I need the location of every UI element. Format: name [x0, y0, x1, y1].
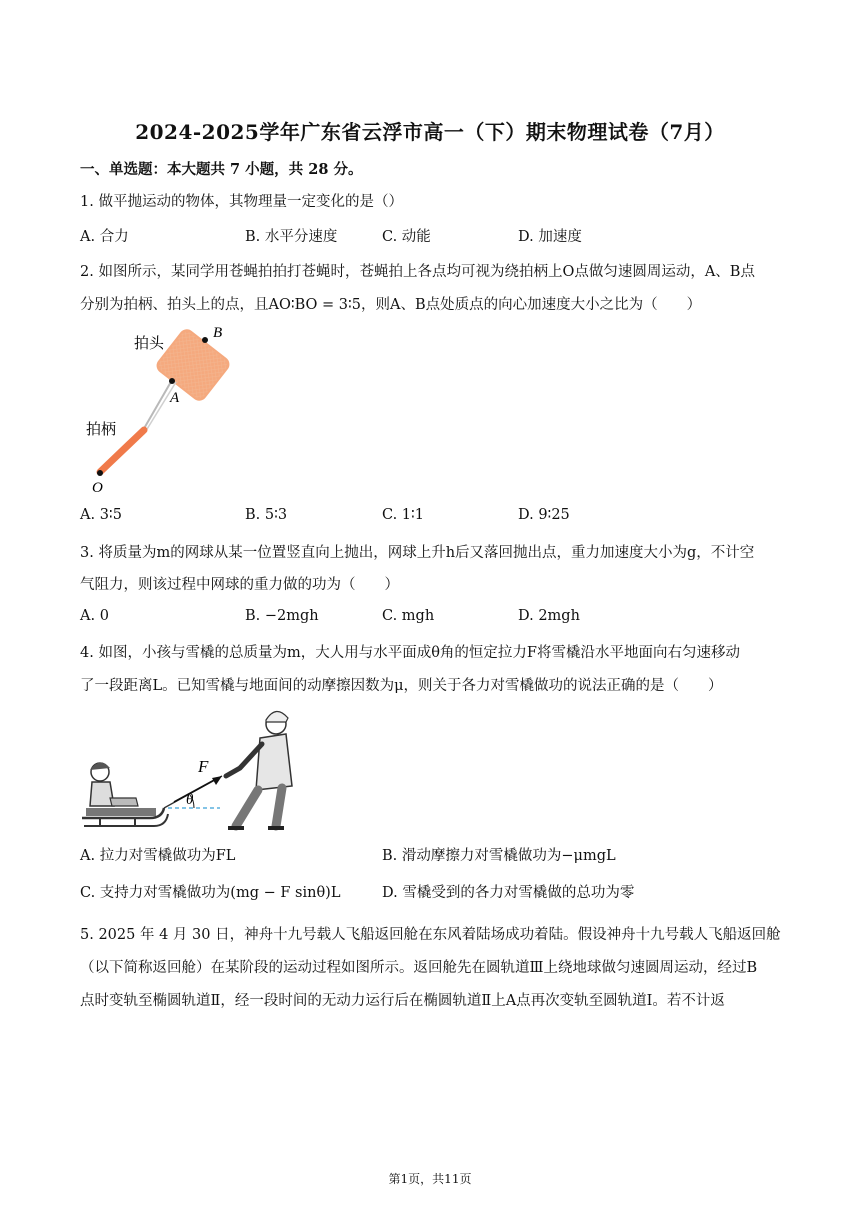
q3-option-b[interactable]: B. −2mgh: [245, 608, 319, 624]
exam-title: 2024-2025学年广东省云浮市高一（下）期末物理试卷（7月）: [135, 120, 725, 144]
figure-label-b: B: [213, 325, 223, 341]
sled-figure: [80, 702, 300, 834]
q3-option-a[interactable]: A. 0: [80, 608, 109, 624]
figure-label-a: A: [170, 390, 180, 406]
q4-stem-line2: 了一段距离L。已知雪橇与地面间的动摩擦因数为μ，则关于各力对雪橇做功的说法正确的是（ ）: [80, 678, 723, 694]
flyswatter-figure: [80, 320, 250, 500]
q1-stem: 1. 做平抛运动的物体，其物理量一定变化的是（）: [80, 194, 403, 210]
section-heading: 一、单选题：本大题共 7 小题，共 28 分。: [80, 161, 363, 178]
q5-stem-line3: 点时变轨至椭圆轨道Ⅱ，经一段时间的无动力运行后在椭圆轨道Ⅱ上A点再次变轨至圆轨道Ⅰ。若不计返: [80, 993, 725, 1009]
figure-label-o: O: [92, 480, 103, 496]
page-footer: 第1页，共11页: [388, 1172, 472, 1186]
q1-option-d[interactable]: D. 加速度: [518, 229, 582, 245]
q2-stem-line1: 2. 如图所示，某同学用苍蝇拍拍打苍蝇时，苍蝇拍上各点均可视为绕拍柄上O点做匀速圆周运动，A、B点: [80, 264, 755, 280]
q3-option-c[interactable]: C. mgh: [382, 608, 435, 624]
angle-label: θ: [186, 792, 194, 808]
q4-option-b[interactable]: B. 滑动摩擦力对雪橇做功为−μmgL: [382, 848, 616, 864]
q4-stem-line1: 4. 如图，小孩与雪橇的总质量为m，大人用与水平面成θ角的恒定拉力F将雪橇沿水平地面向右匀速移动: [80, 645, 740, 661]
q5-stem-line2: （以下简称返回舱）在某阶段的运动过程如图所示。返回舱先在圆轨道Ⅲ上绕地球做匀速圆周运动，经过B: [80, 960, 758, 976]
q4-option-a[interactable]: A. 拉力对雪橇做功为FL: [80, 848, 236, 864]
q3-stem-line1: 3. 将质量为m的网球从某一位置竖直向上抛出，网球上升h后又落回抛出点，重力加速度大小为g，不计空: [80, 545, 755, 561]
q4-option-d[interactable]: D. 雪橇受到的各力对雪橇做的总功为零: [382, 885, 635, 901]
q1-option-c[interactable]: C. 动能: [382, 229, 431, 245]
q3-stem-line2: 气阻力，则该过程中网球的重力做的功为（ ）: [80, 577, 399, 593]
q2-stem-line2: 分别为拍柄、拍头上的点，且AO∶BO = 3∶5，则A、B点处质点的向心加速度大小之比为（ ）: [80, 297, 702, 313]
q2-option-c[interactable]: C. 1∶1: [382, 507, 425, 523]
q2-option-b[interactable]: B. 5∶3: [245, 507, 288, 523]
figure-label-head: 拍头: [134, 334, 165, 352]
q1-option-a[interactable]: A. 合力: [80, 229, 129, 245]
q5-stem-line1: 5. 2025 年 4 月 30 日，神舟十九号载人飞船返回舱在东风着陆场成功着陆。假设神舟十九号载人飞船返回舱: [80, 927, 781, 943]
force-label: F: [198, 757, 209, 776]
figure-label-handle: 拍柄: [86, 420, 117, 438]
q1-option-b[interactable]: B. 水平分速度: [245, 229, 338, 245]
q4-option-c[interactable]: C. 支持力对雪橇做功为(mg − F sinθ)L: [80, 885, 341, 901]
q3-option-d[interactable]: D. 2mgh: [518, 608, 580, 624]
q2-option-d[interactable]: D. 9∶25: [518, 507, 570, 523]
q2-option-a[interactable]: A. 3∶5: [80, 507, 122, 523]
